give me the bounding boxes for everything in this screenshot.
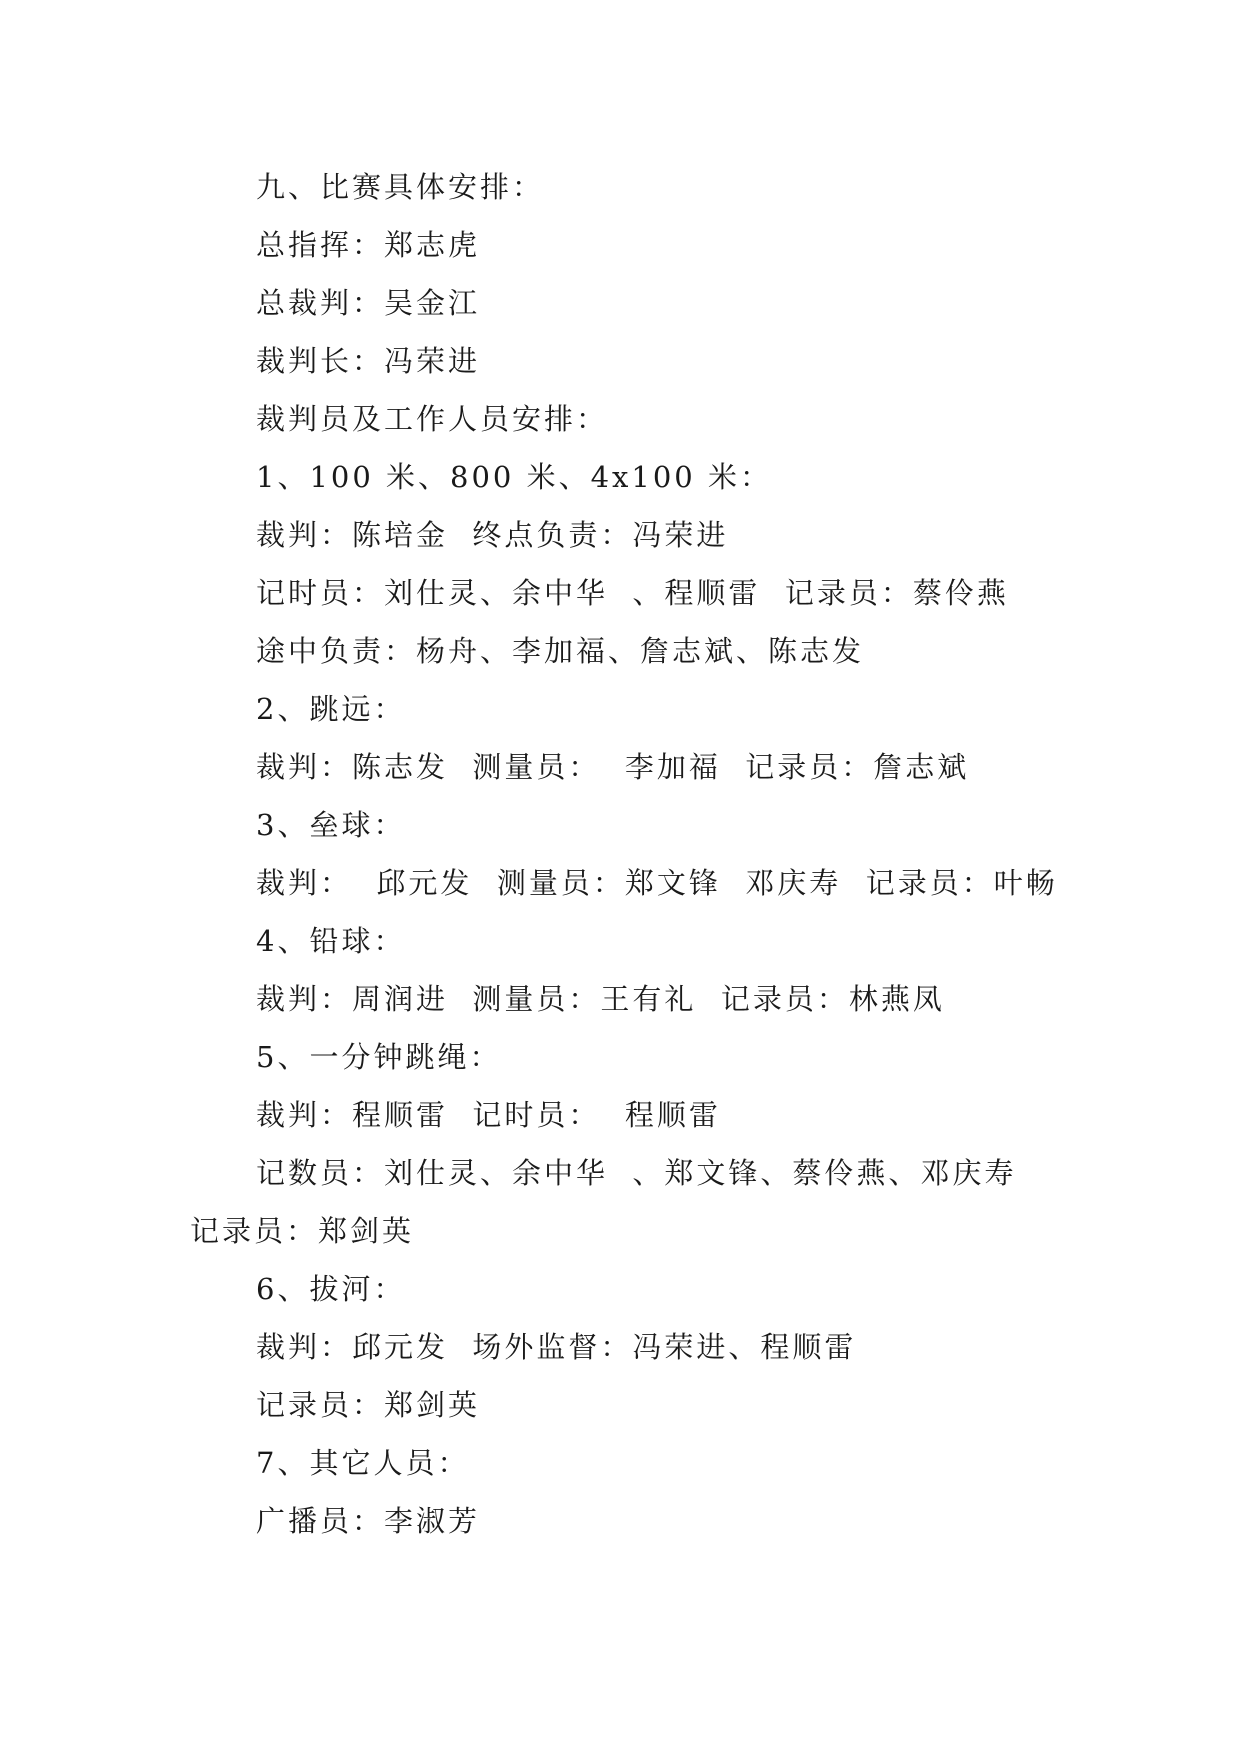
document-body: [190, 158, 1060, 1550]
commander-line: 总指挥：郑志虎: [256, 228, 481, 262]
event-heading-long-jump: 2、跳远：: [256, 692, 406, 726]
softball-referee-line: 裁判： 邱元发 测量员：郑文锋 邓庆寿 记录员：叶畅: [256, 866, 1058, 900]
announcer-line: 广播员：李淑芳: [256, 1504, 481, 1538]
running-referee-line: 裁判：陈培金 终点负责：冯荣进: [256, 518, 729, 552]
event-heading-softball: 3、垒球：: [256, 808, 406, 842]
tug-of-war-recorder-line: 记录员：郑剑英: [256, 1388, 481, 1422]
event-heading-rope-skipping: 5、一分钟跳绳：: [256, 1040, 502, 1074]
running-midway-line: 途中负责：杨舟、李加福、詹志斌、陈志发: [256, 634, 865, 668]
rope-skipping-counter-line: 记数员：刘仕灵、余中华 、郑文锋、蔡伶燕、邓庆寿: [256, 1156, 1017, 1190]
rope-skipping-recorder-line: 记录员：郑剑英: [190, 1214, 415, 1248]
section-heading: 九、比赛具体安排：: [256, 170, 545, 204]
event-heading-other-staff: 7、其它人员：: [256, 1446, 470, 1480]
shot-put-referee-line: 裁判：周润进 测量员：王有礼 记录员：林燕凤: [256, 982, 945, 1016]
long-jump-referee-line: 裁判：陈志发 测量员： 李加福 记录员：詹志斌: [256, 750, 970, 784]
running-timer-line: 记时员：刘仕灵、余中华 、程顺雷 记录员：蔡伶燕: [256, 576, 1009, 610]
event-heading-shot-put: 4、铅球：: [256, 924, 406, 958]
chief-referee-line: 总裁判：吴金江: [256, 286, 481, 320]
event-heading-tug-of-war: 6、拔河：: [256, 1272, 406, 1306]
staff-heading: 裁判员及工作人员安排：: [256, 402, 609, 436]
head-referee-line: 裁判长：冯荣进: [256, 344, 481, 378]
rope-skipping-referee-line: 裁判：程顺雷 记时员： 程顺雷: [256, 1098, 721, 1132]
tug-of-war-referee-line: 裁判：邱元发 场外监督：冯荣进、程顺雷: [256, 1330, 857, 1364]
event-heading-running: 1、100 米、800 米、4x100 米：: [256, 460, 772, 494]
